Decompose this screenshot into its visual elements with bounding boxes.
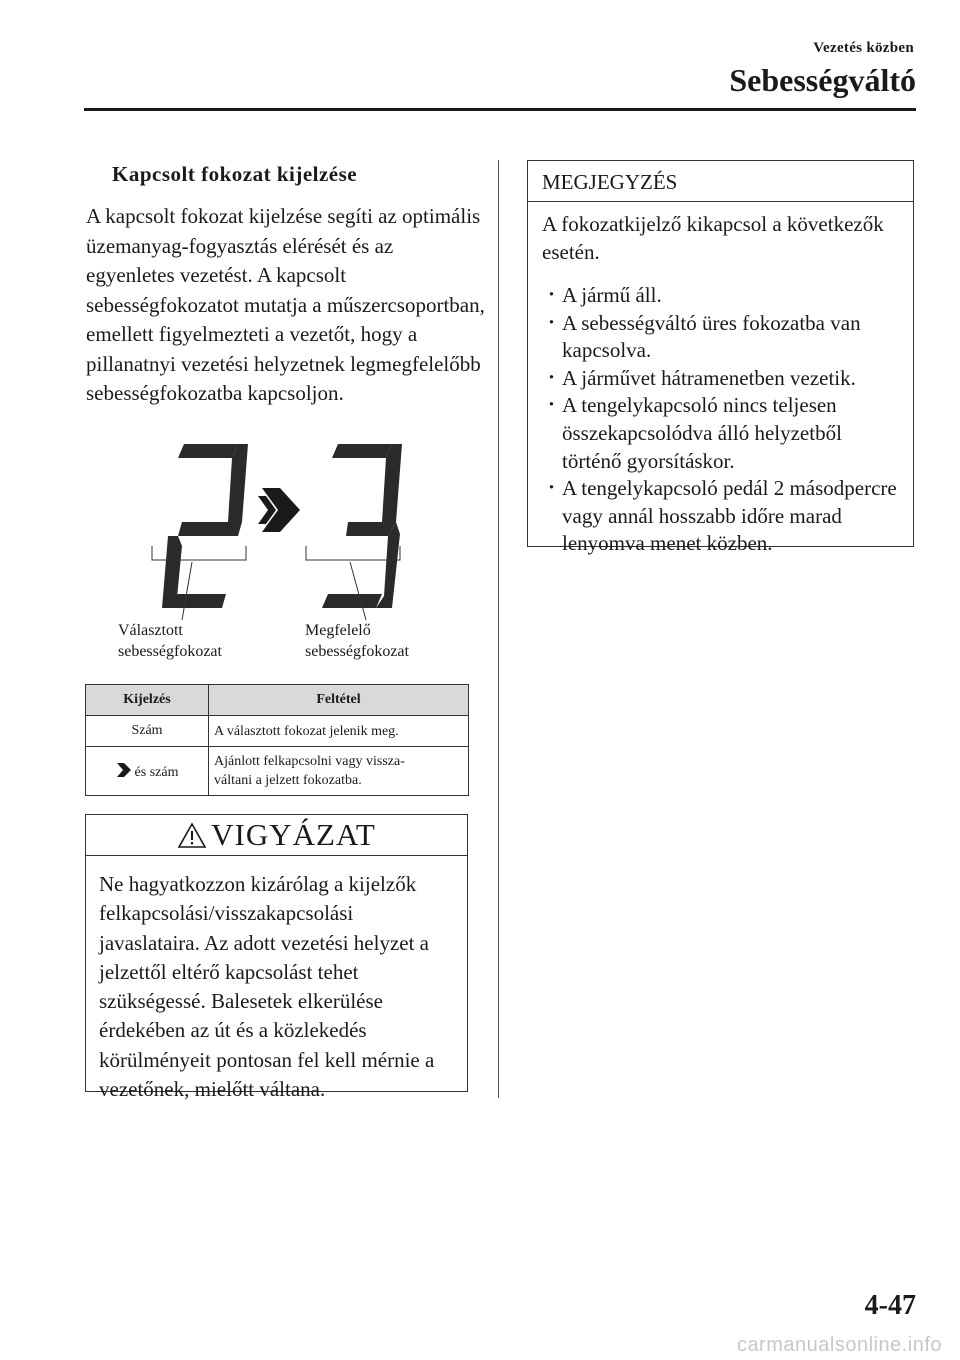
section-heading: Kapcsolt fokozat kijelzése (112, 162, 358, 186)
label-selected-line1: Választott (118, 622, 183, 639)
note-title: MEGJEGYZÉS (528, 161, 913, 202)
bracket-lines (152, 546, 400, 620)
table-row (86, 747, 469, 796)
list-item: · A jármű áll. (548, 282, 901, 310)
header-rule (84, 108, 916, 111)
label-suggested-line2: sebességfokozat (305, 643, 409, 660)
note-intro: A fokozatkijelző kikapcsol a következők esetén. (542, 212, 884, 264)
table-cell-display-text: és szám (134, 764, 179, 780)
table-cell-condition-line1: Ajánlott felkapcsolni vagy vissza- (214, 754, 405, 769)
list-item: · A tengelykapcsoló pedál 2 másodpercre vagy annál hosszabb időre marad lenyomva menet közben. (548, 475, 901, 558)
column-divider (498, 160, 499, 1098)
section-title: Sebességváltó (729, 62, 916, 98)
list-item: · A járművet hátramenetben vezetik. (548, 365, 901, 393)
page-number: 4-47 (864, 1290, 916, 1321)
suggested-gear-digit (322, 444, 402, 608)
selected-gear-digit (162, 444, 248, 608)
label-selected-line2: sebességfokozat (118, 643, 222, 660)
label-selected-gear (118, 620, 222, 662)
table-cell-display: Szám (86, 716, 209, 747)
table-row (86, 716, 469, 747)
table-cell-condition: A választott fokozat jelenik meg. (209, 716, 469, 747)
shift-arrow-icon (116, 762, 132, 778)
list-item: · A sebességváltó üres fokozatba van kapcsolva. (548, 310, 901, 365)
label-suggested-gear (305, 620, 409, 662)
note-list (548, 282, 901, 558)
shift-arrow (258, 488, 300, 532)
gear-indicator-table (85, 684, 469, 796)
chapter-label: Vezetés közben (813, 40, 914, 56)
intro-text: A kapcsolt fokozat kijelzése segíti az optimális üzemanyag-fogyasztás elérését és az egyenletes vezetést. A kapcsolt sebességfokozatot mutatja a műszercsoportban, emellett figyelmezteti a vezetőt, hogy a pillanatnyi vezetési helyzetnek legmegfelelőbb sebességfokozatba kapcsoljon. (86, 204, 485, 405)
table-header-display: Kijelzés (86, 685, 209, 716)
table-cell-condition (209, 747, 469, 796)
table-cell-condition-line2: váltani a jelzett fokozatba. (214, 773, 362, 788)
caution-title: VIGYÁZAT (211, 817, 376, 852)
table-header-condition: Feltétel (209, 685, 469, 716)
watermark: carmanualsonline.info (736, 1334, 942, 1356)
intro-paragraph (86, 202, 486, 409)
caution-header (86, 815, 467, 856)
note-box (527, 160, 914, 556)
label-suggested-line1: Megfelelő (305, 622, 371, 639)
table-cell-display (86, 747, 209, 796)
warning-triangle-icon (177, 822, 207, 849)
table-header-row (86, 685, 469, 716)
caution-box (85, 814, 468, 1102)
list-item: · A tengelykapcsoló nincs teljesen összekapcsolódva álló helyzetből történő gyorsításkor. (548, 392, 901, 475)
caution-text: Ne hagyatkozzon kizárólag a kijelzők felkapcsolási/visszakapcsolási javaslataira. Az adott vezetési helyzet a jelzettől eltérő kapcsolást tehet szükségessé. Balesetek elkerülése érdekében az út és a közlekedés körülményeit pontosan fel kell mérnie a vezetőnek, mielőtt váltana. (99, 872, 435, 1102)
